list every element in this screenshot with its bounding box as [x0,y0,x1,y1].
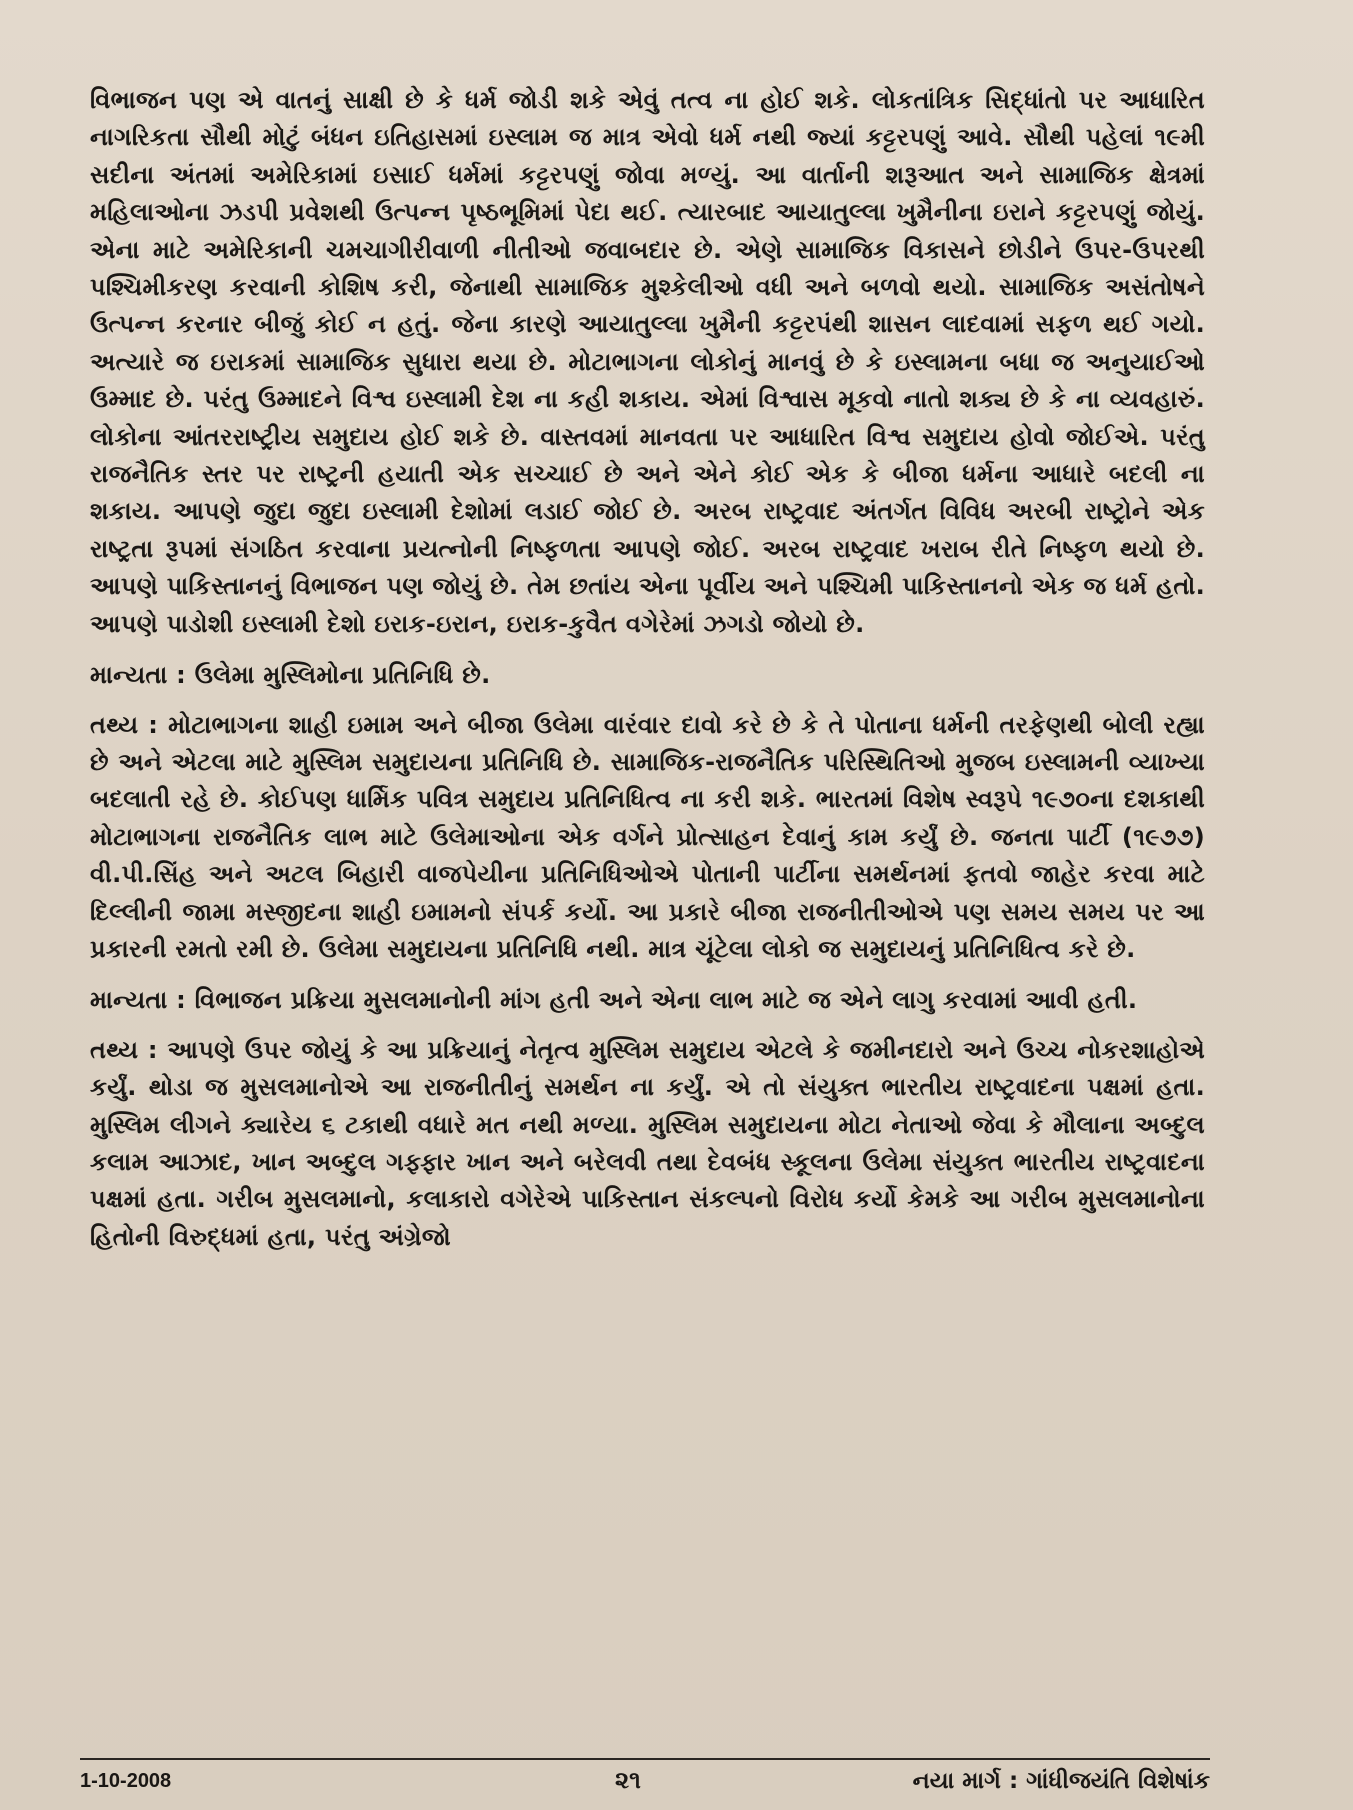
publication-title: નયા માર્ગ : ગાંધીજયંતિ વિશેષાંક [912,1768,1210,1794]
page-number: ૨૧ [615,1766,641,1794]
myth-ulema-heading: માન્યતા : ઉલેમા મુસ્લિમોના પ્રતિનિધિ છે. [90,661,491,690]
footer-date: 1-10-2008 [80,1770,172,1792]
paragraph-partition-religion: વિભાજન પણ એ વાતનું સાક્ષી છે કે ધર્મ જોડી શકે એવું તત્વ ના હોઈ શકે. લોકતાંત્રિક સિદ્ધાંતો પર આધારિત નાગરિકતા સૌથી મોટું બંધન ઇતિહાસમાં ઇસ્લામ જ માત્ર એવો ધર્મ નથી જ્યાં કટ્ટરપણું આવે. સૌથી પહેલાં ૧૯મી સદીના અંતમાં અમેરિકામાં ઇસાઈ ધર્મમાં કટ્ટરપણું જોવા મળ્યું. આ વાર્તાની શરૂઆત અને સામાજિક ક્ષેત્રમાં મહિલાઓના ઝડપી પ્રવેશથી ઉત્પન્ન પૃષ્ઠભૂમિમાં પેદા થઈ. ત્યારબાદ આયાતુલ્લા ખુમૈનીના ઇરાને કટ્ટરપણું જોયું. એના માટે અમેરિકાની ચમચાગીરીવાળી નીતીઓ જવાબદાર છે. એણે સામાજિક વિકાસને છોડીને ઉપર-ઉપરથી પશ્ચિમીકરણ કરવાની કોશિષ કરી, જેનાથી સામાજિક મુશ્કેલીઓ વધી અને બળવો થયો. સામાજિક અસંતોષને ઉત્પન્ન કરનાર બીજું કોઈ ન હતું. જેના કારણે આયાતુલ્લા ખુમૈની કટ્ટરપંથી શાસન લાદવામાં સફળ થઈ ગયો. અત્યારે જ ઇરાકમાં સામાજિક સુધારા થયા છે. મોટાભાગના લોકોનું માનવું છે કે ઇસ્લામના બધા જ અનુયાઈઓ ઉમ્માદ છે. પરંતુ ઉમ્માદને વિશ્વ ઇસ્લામી દેશ ના કહી શકાય. એમાં વિશ્વાસ મૂકવો નાતો શક્ય છે કે ના વ્યવહારું. લોકોના આંતરરાષ્ટ્રીય સમુદાય હોઈ શકે છે. વાસ્તવમાં માનવતા પર આધારિત વિશ્વ સમુદાય હોવો જોઈએ. પરંતુ રાજનૈતિક સ્તર પર રાષ્ટ્રની હયાતી એક સચ્ચાઈ છે અને એને કોઈ એક કે બીજા ધર્મના આધારે બદલી ના શકાય. આપણે જુદા જુદા ઇસ્લામી દેશોમાં લડાઈ જોઈ છે. અરબ રાષ્ટ્રવાદ અંતર્ગત વિવિધ અરબી રાષ્ટ્રોને એક રાષ્ટ્રતા રૂપમાં સંગઠિત કરવાના પ્રયત્નોની નિષ્ફળતા આપણે જોઈ. અરબ રાષ્ટ્રવાદ ખરાબ રીતે નિષ્ફળ થયો છે. આપણે પાકિસ્તાનનું વિભાજન પણ જોયું છે. તેમ છતાંય એના પૂર્વીય અને પશ્ચિમી પાકિસ્તાનનો એક જ ધર્મ હતો. આપણે પાડોશી ઇસ્લામી દેશો ઇરાક-ઇરાન, ઇરાક-કુવૈત વગેરેમાં ઝગડો જોયો છે. [90,86,1205,638]
footer-divider [80,1758,1210,1760]
article-body [90,82,1205,1270]
myth-partition-heading: માન્યતા : વિભાજન પ્રક્રિયા મુસલમાનોની માંગ હતી અને એના લાભ માટે જ એને લાગુ કરવામાં આવી હતી. [90,986,1138,1015]
page-footer [80,1764,1210,1804]
fact-ulema-paragraph: તથ્ય : મોટાભાગના શાહી ઇમામ અને બીજા ઉલેમા વારંવાર દાવો કરે છે કે તે પોતાના ધર્મની તરફેણથી બોલી રહ્યા છે અને એટલા માટે મુસ્લિમ સમુદાયના પ્રતિનિધિ છે. સામાજિક-રાજનૈતિક પરિસ્થિતિઓ મુજબ ઇસ્લામની વ્યાખ્યા બદલાતી રહે છે. કોઈપણ ધાર્મિક પવિત્ર સમુદાય પ્રતિનિધિત્વ ના કરી શકે. ભારતમાં વિશેષ સ્વરૂપે ૧૯૭૦ના દશકાથી મોટાભાગના રાજનૈતિક લાભ માટે ઉલેમાઓના એક વર્ગને પ્રોત્સાહન દેવાનું કામ કર્યું છે. જનતા પાર્ટી (૧૯૭૭) વી.પી.સિંહ અને અટલ બિહારી વાજપેયીના પ્રતિનિધિઓએ પોતાની પાર્ટીના સમર્થનમાં ફતવો જાહેર કરવા માટે દિલ્લીની જામા મસ્જીદના શાહી ઇમામનો સંપર્ક કર્યો. આ પ્રકારે બીજા રાજનીતીઓએ પણ સમય સમય પર આ પ્રકારની રમતો રમી છે. ઉલેમા સમુદાયના પ્રતિનિધિ નથી. માત્ર ચૂંટેલા લોકો જ સમુદાયનું પ્રતિનિધિત્વ કરે છે. [90,710,1205,963]
fact-partition-paragraph: તથ્ય : આપણે ઉપર જોયું કે આ પ્રક્રિયાનું નેતૃત્વ મુસ્લિમ સમુદાય એટલે કે જમીનદારો અને ઉચ્ચ નોકરશાહોએ કર્યું. થોડા જ મુસલમાનોએ આ રાજનીતીનું સમર્થન ના કર્યું. એ તો સંયુક્ત ભારતીય રાષ્ટ્રવાદના પક્ષમાં હતા. મુસ્લિમ લીગને ક્યારેય ૬ ટકાથી વધારે મત નથી મળ્યા. મુસ્લિમ સમુદાયના મોટા નેતાઓ જેવા કે મૌલાના અબ્દુલ કલામ આઝાદ, ખાન અબ્દુલ ગફ્ફાર ખાન અને બરેલવી તથા દેવબંધ સ્કૂલના ઉલેમા સંયુક્ત ભારતીય રાષ્ટ્રવાદના પક્ષમાં હતા. ગરીબ મુસલમાનો, કલાકારો વગેરેએ પાકિસ્તાન સંકલ્પનો વિરોધ કર્યો કેમકે આ ગરીબ મુસલમાનોના હિતોની વિરુદ્ધમાં હતા, પરંતુ અંગ્રેજો [90,1035,1205,1251]
